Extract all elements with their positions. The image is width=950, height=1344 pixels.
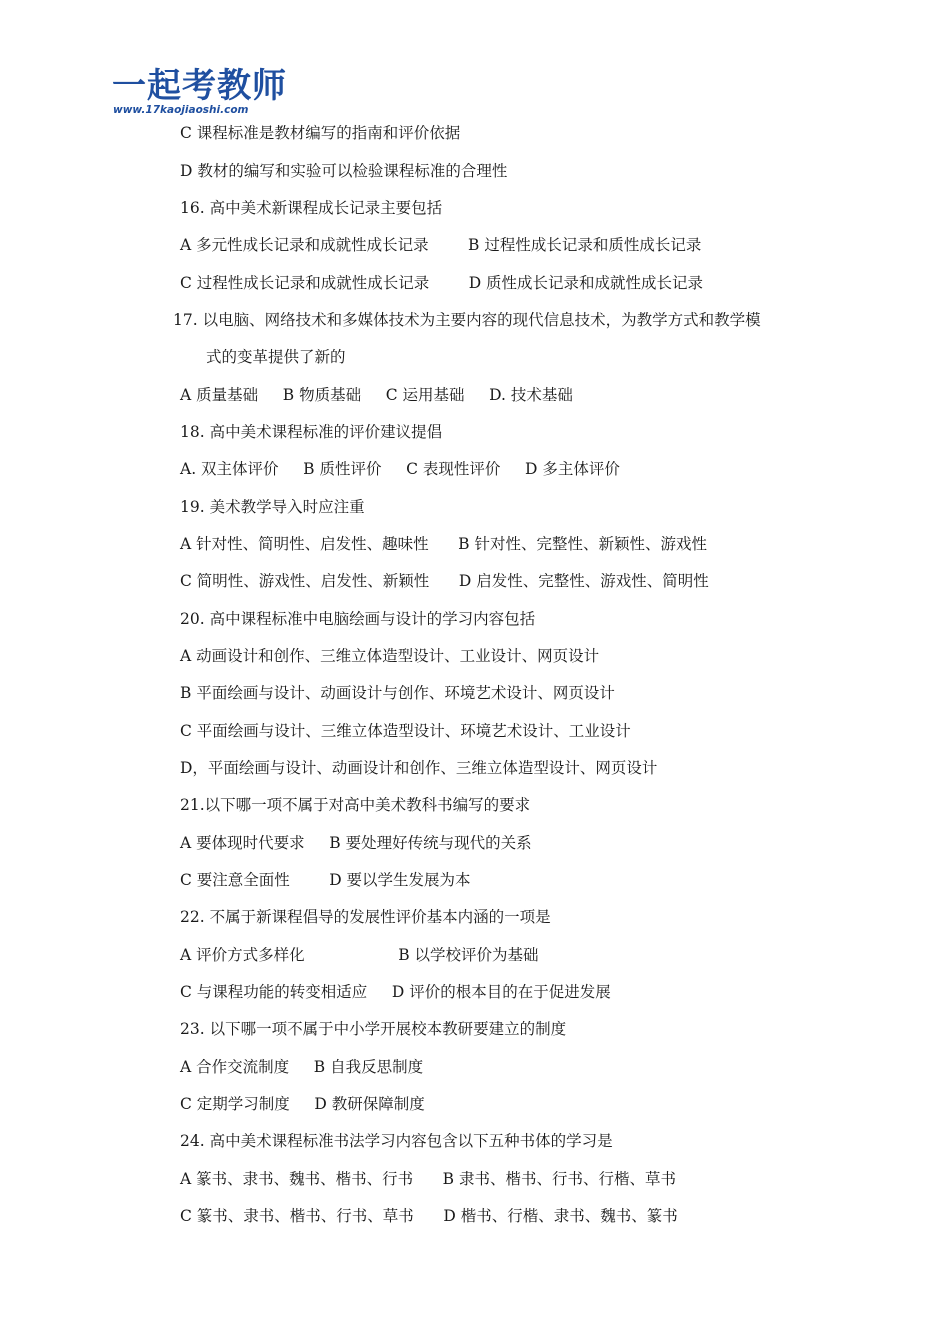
options-19-cd: C 简明性、游戏性、启发性、新颖性 D 启发性、完整性、游戏性、简明性: [180, 572, 709, 590]
question-20: 20. 高中课程标准中电脑绘画与设计的学习内容包括: [180, 610, 536, 628]
option-a-20: A 动画设计和创作、三维立体造型设计、工业设计、网页设计: [180, 647, 600, 665]
question-18: 18. 高中美术课程标准的评价建议提倡: [180, 423, 443, 441]
question-19: 19. 美术教学导入时应注重: [180, 498, 365, 516]
options-23-cd: C 定期学习制度 D 教研保障制度: [180, 1095, 425, 1113]
options-22-ab: A 评价方式多样化 B 以学校评价为基础: [180, 946, 539, 964]
question-16: 16. 高中美术新课程成长记录主要包括: [180, 199, 443, 217]
option-b-20: B 平面绘画与设计、动画设计与创作、环境艺术设计、网页设计: [180, 684, 615, 702]
logo-url: www.17kaojiaoshi.com: [113, 104, 249, 116]
option-c-15: C 课程标准是教材编写的指南和评价依据: [180, 124, 461, 142]
options-24-ab: A 篆书、隶书、魏书、楷书、行书 B 隶书、楷书、行书、行楷、草书: [180, 1170, 677, 1188]
question-17-cont: 式的变革提供了新的: [206, 348, 346, 366]
options-16-cd: C 过程性成长记录和成就性成长记录 D 质性成长记录和成就性成长记录: [180, 274, 704, 292]
logo: [112, 66, 287, 116]
option-d-20: D，平面绘画与设计、动画设计和创作、三维立体造型设计、网页设计: [180, 759, 658, 777]
question-17: 17. 以电脑、网络技术和多媒体技术为主要内容的现代信息技术，为教学方式和教学模: [173, 311, 761, 329]
options-18: A. 双主体评价 B 质性评价 C 表现性评价 D 多主体评价: [180, 460, 620, 478]
options-21-cd: C 要注意全面性 D 要以学生发展为本: [180, 871, 471, 889]
options-17: A 质量基础 B 物质基础 C 运用基础 D. 技术基础: [180, 386, 573, 404]
question-23: 23. 以下哪一项不属于中小学开展校本教研要建立的制度: [180, 1020, 567, 1038]
option-d-15: D 教材的编写和实验可以检验课程标准的合理性: [180, 162, 508, 180]
options-16-ab: A 多元性成长记录和成就性成长记录 B 过程性成长记录和质性成长记录: [180, 236, 702, 254]
options-24-cd: C 篆书、隶书、楷书、行书、草书 D 楷书、行楷、隶书、魏书、篆书: [180, 1207, 678, 1225]
question-22: 22. 不属于新课程倡导的发展性评价基本内涵的一项是: [180, 908, 551, 926]
logo-title: 一起考教师: [112, 66, 287, 106]
options-22-cd: C 与课程功能的转变相适应 D 评价的根本目的在于促进发展: [180, 983, 611, 1001]
question-24: 24. 高中美术课程标准书法学习内容包含以下五种书体的学习是: [180, 1132, 613, 1150]
question-21: 21.以下哪一项不属于对高中美术教科书编写的要求: [180, 796, 531, 814]
options-21-ab: A 要体现时代要求 B 要处理好传统与现代的关系: [180, 834, 532, 852]
options-19-ab: A 针对性、简明性、启发性、趣味性 B 针对性、完整性、新颖性、游戏性: [180, 535, 708, 553]
option-c-20: C 平面绘画与设计、三维立体造型设计、环境艺术设计、工业设计: [180, 722, 631, 740]
options-23-ab: A 合作交流制度 B 自我反思制度: [180, 1058, 424, 1076]
